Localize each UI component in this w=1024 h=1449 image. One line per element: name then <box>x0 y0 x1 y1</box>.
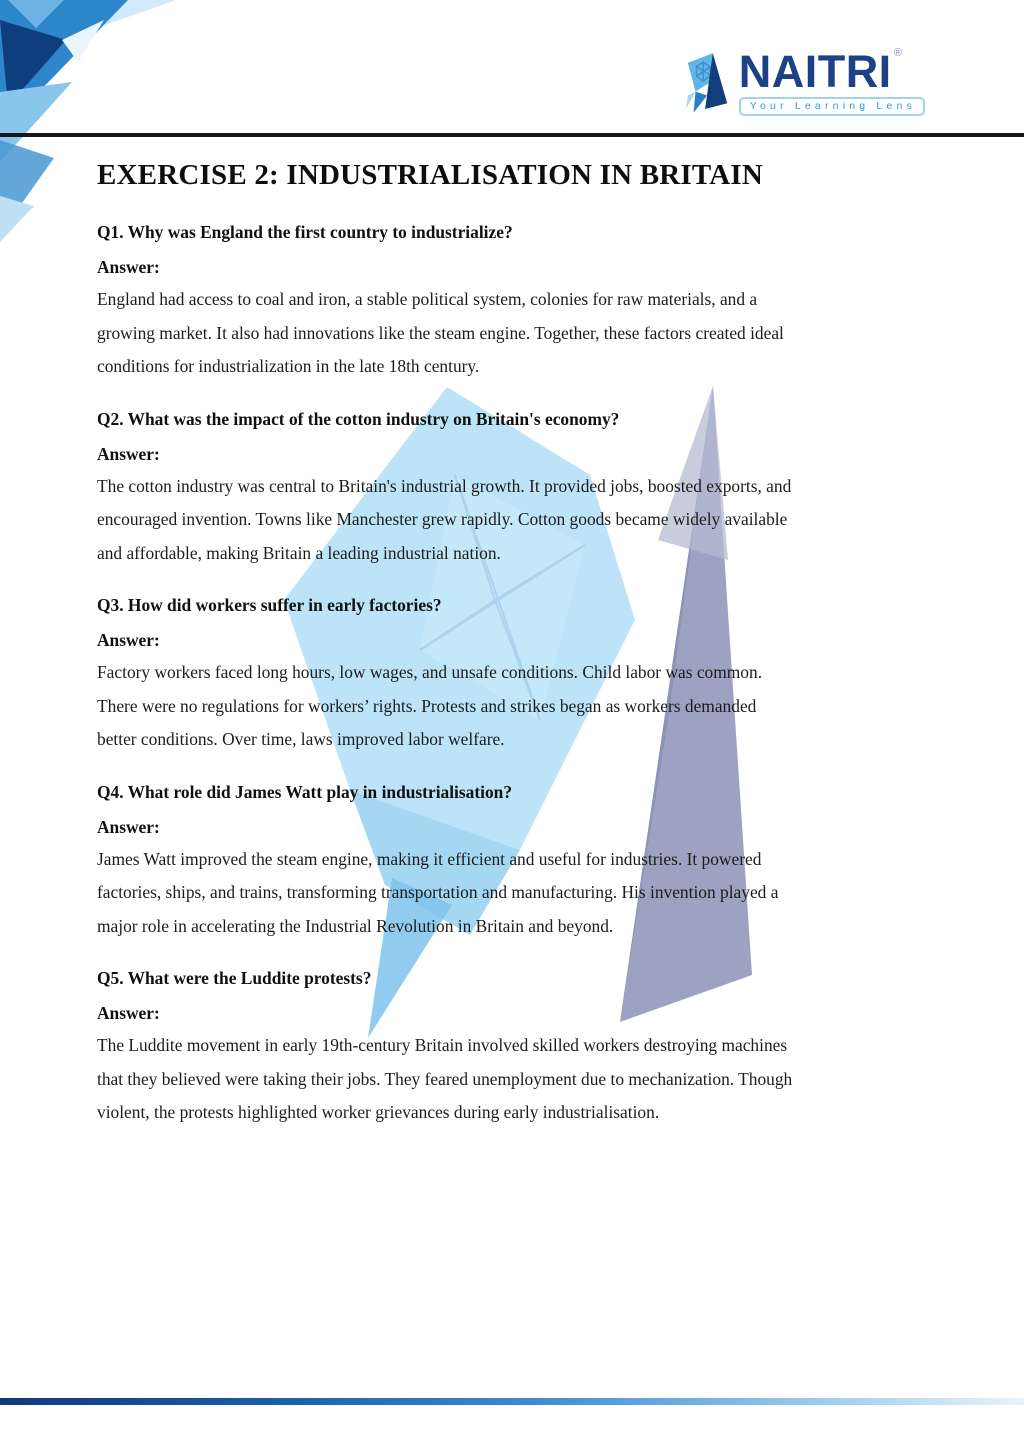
footer-gradient-bar <box>0 1398 1024 1405</box>
answer-label: Answer: <box>97 443 160 464</box>
brand-tagline-text: Your Learning Lens <box>749 100 916 112</box>
qa-block-q2 <box>97 402 924 571</box>
question-text: Q2. What was the impact of the cotton industry on Britain's economy? <box>97 408 620 429</box>
answer-text-line: Factory workers faced long hours, low wages, and unsafe conditions. Child labor was common. <box>97 662 763 682</box>
qa-block-q1 <box>97 215 924 384</box>
answer-text-line: that they believed were taking their jobs. They feared unemployment due to mechanization. Though <box>97 1068 793 1089</box>
answer-text-line: James Watt improved the steam engine, making it efficient and useful for industries. It powered <box>97 848 762 869</box>
answer-text-line: violent, the protests highlighted worker grievances during early industrialisation. <box>97 1102 660 1122</box>
answer-text-line: England had access to coal and iron, a stable political system, colonies for raw materials, and a <box>97 289 758 309</box>
brand-tagline <box>739 97 925 116</box>
answer-text-line: The Luddite movement in early 19th-century Britain involved skilled workers destroying machines <box>97 1035 788 1055</box>
page-title: EXERCISE 2: INDUSTRIALISATION IN BRITAIN <box>97 159 764 191</box>
question-text: Q5. What were the Luddite protests? <box>97 968 372 988</box>
document-content <box>0 160 1024 1130</box>
brand-name: NAITRI <box>738 46 892 97</box>
answer-text-line: growing market. It also had innovations like the steam engine. Together, these factors created ideal <box>97 322 784 343</box>
answer-label: Answer: <box>97 816 160 837</box>
answer-text-line: better conditions. Over time, laws improved labor welfare. <box>97 729 505 749</box>
answer-text-line: factories, ships, and trains, transforming transportation and manufacturing. His invention played a <box>97 882 779 902</box>
brand-logo-text <box>738 46 925 116</box>
answer-label: Answer: <box>97 630 160 650</box>
answer-label: Answer: <box>97 257 160 277</box>
question-text: Q3. How did workers suffer in early factories? <box>97 595 442 615</box>
question-text: Q1. Why was England the first country to industrialize? <box>97 222 513 242</box>
qa-block-q5 <box>97 961 924 1130</box>
page-header <box>0 0 1024 137</box>
answer-label: Answer: <box>97 1003 160 1023</box>
question-text: Q4. What role did James Watt play in industrialisation? <box>97 781 513 802</box>
qa-block-q4 <box>97 775 924 944</box>
answer-text-line: The cotton industry was central to Britain's industrial growth. It provided jobs, boosted exports, and <box>97 475 792 496</box>
qa-block-q3 <box>97 588 924 757</box>
answer-text-line: major role in accelerating the Industrial Revolution in Britain and beyond. <box>97 915 614 936</box>
brand-logo <box>684 46 925 116</box>
registered-mark: ® <box>893 47 902 59</box>
answer-text-line: There were no regulations for workers’ rights. Protests and strikes began as workers demanded <box>97 695 757 716</box>
answer-text-line: and affordable, making Britain a leading industrial nation. <box>97 542 501 563</box>
answer-text-line: conditions for industrialization in the late 18th century. <box>97 356 480 376</box>
answer-text-line: encouraged invention. Towns like Manchester grew rapidly. Cotton goods became widely available <box>97 509 788 529</box>
brand-logo-icon <box>684 52 732 116</box>
